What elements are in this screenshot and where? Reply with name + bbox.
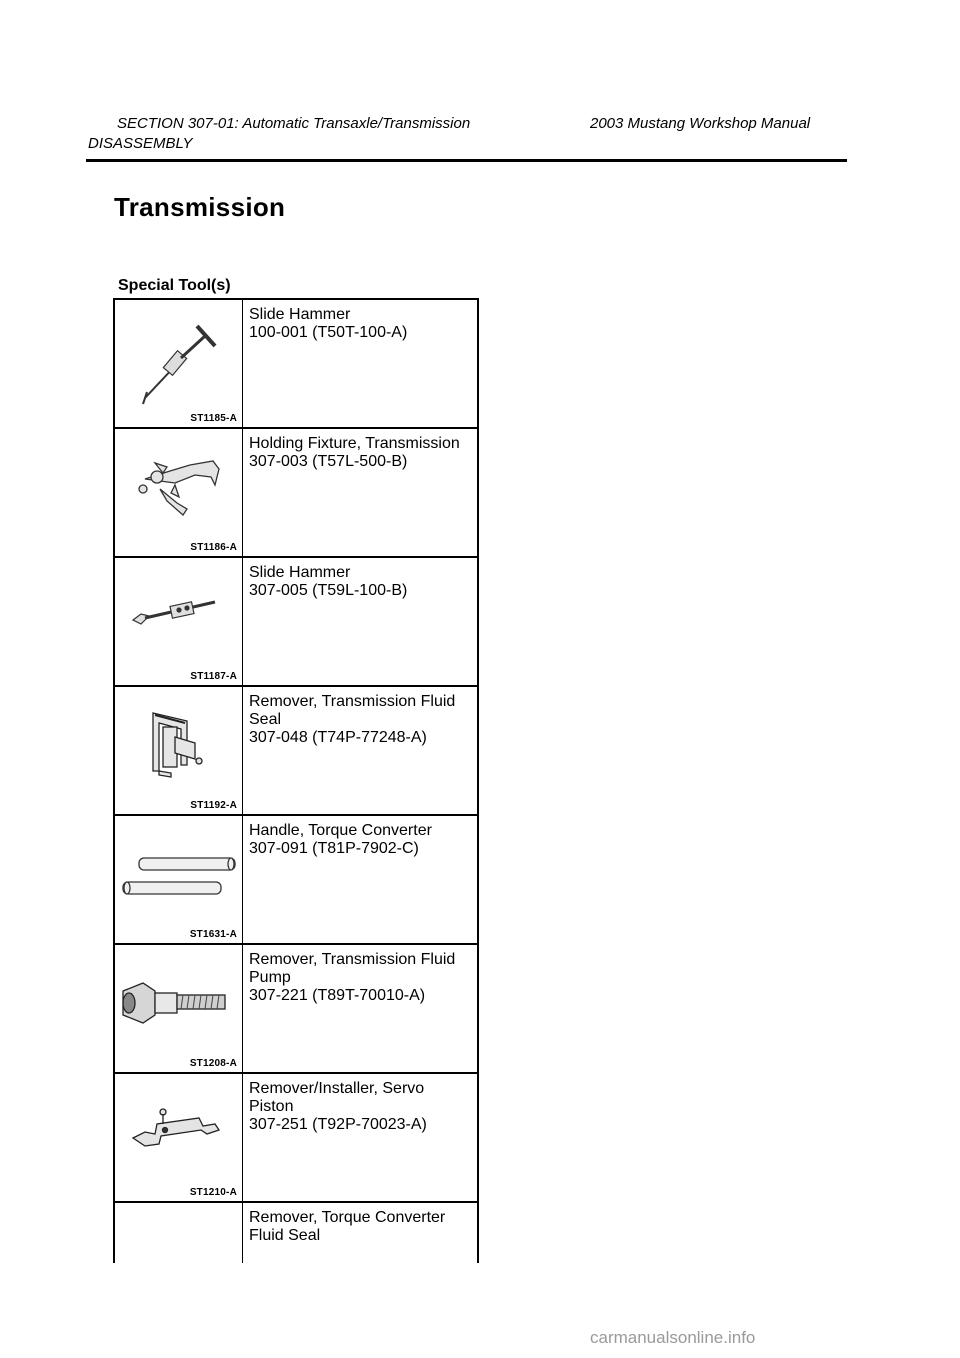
tool-image-code: ST1187-A: [190, 671, 237, 682]
header-section: SECTION 307-01: Automatic Transaxle/Transmission: [117, 115, 471, 132]
tool-name: Slide Hammer: [249, 306, 351, 323]
tool-image-code: ST1186-A: [190, 542, 237, 553]
tool-image-code: ST1631-A: [189, 929, 237, 940]
tool-image-code: ST1208-A: [189, 1058, 237, 1069]
special-tools-table: [113, 298, 479, 1263]
tool-number: 307-048 (T74P-77248-A): [249, 729, 427, 746]
tool-image-cell: [115, 687, 243, 814]
tool-image-cell: [115, 816, 243, 943]
tool-image-cell: [115, 945, 243, 1072]
tool-name: Handle, Torque Converter: [249, 822, 432, 839]
page-title: Transmission: [114, 192, 286, 222]
converter-handle-icon: [115, 816, 243, 943]
tool-description: [249, 951, 475, 1005]
tool-row: [113, 943, 479, 1072]
tool-description: [249, 693, 475, 747]
tool-image-code: ST1210-A: [189, 1187, 237, 1198]
special-tools-heading: Special Tool(s): [118, 277, 231, 294]
tool-description: [249, 306, 475, 342]
tool-row: [113, 1072, 479, 1201]
footer-watermark: carmanualsonline.info: [590, 1328, 756, 1347]
tool-name: Remover, Transmission Fluid: [249, 951, 456, 968]
tool-name: Holding Fixture, Transmission: [249, 435, 460, 452]
pump-remover-icon: [115, 945, 243, 1072]
tool-row: [113, 1201, 479, 1263]
servo-piston-tool-icon: [115, 1074, 243, 1201]
slide-hammer-icon: [115, 300, 243, 427]
tool-number: 307-005 (T59L-100-B): [249, 582, 408, 599]
tool-row: [113, 298, 479, 427]
tool-number: 307-221 (T89T-70010-A): [249, 987, 426, 1004]
tool-image-cell: [115, 300, 243, 427]
tool-description: [249, 435, 475, 471]
tool-description: [249, 1080, 475, 1134]
tool-name-cont: Piston: [249, 1098, 294, 1115]
holding-fixture-icon: [115, 429, 243, 556]
header-manual-title: 2003 Mustang Workshop Manual: [590, 115, 811, 132]
tool-name: Remover, Transmission Fluid: [249, 693, 456, 710]
tool-name: Remover, Torque Converter: [249, 1209, 446, 1226]
tool-image-cell: [115, 1074, 243, 1201]
tool-image-cell: [115, 558, 243, 685]
tool-description: [249, 1209, 475, 1245]
tool-name-cont: Pump: [249, 969, 291, 986]
tool-number: 307-091 (T81P-7902-C): [249, 840, 419, 857]
header-subsection: DISASSEMBLY: [88, 135, 193, 152]
tool-number: 100-001 (T50T-100-A): [249, 324, 408, 341]
tool-number: 307-251 (T92P-70023-A): [249, 1116, 427, 1133]
tool-number: 307-003 (T57L-500-B): [249, 453, 408, 470]
tool-name-cont: Seal: [249, 711, 282, 728]
tool-row: [113, 814, 479, 943]
seal-remover-icon: [115, 687, 243, 814]
tool-image-cell: [115, 1203, 243, 1263]
tool-name-cont: Fluid Seal: [249, 1227, 321, 1244]
tool-name: Remover/Installer, Servo: [249, 1080, 425, 1097]
tool-row: [113, 556, 479, 685]
tool-row: [113, 427, 479, 556]
tool-description: [249, 564, 475, 600]
tool-name: Slide Hammer: [249, 564, 351, 581]
tool-image-code: ST1192-A: [190, 800, 237, 811]
header-rule: [86, 159, 847, 162]
slide-hammer-icon: [115, 558, 243, 685]
tool-row: [113, 685, 479, 814]
tool-image-code: ST1185-A: [190, 413, 237, 424]
tool-image-cell: [115, 429, 243, 556]
tool-description: [249, 822, 475, 858]
